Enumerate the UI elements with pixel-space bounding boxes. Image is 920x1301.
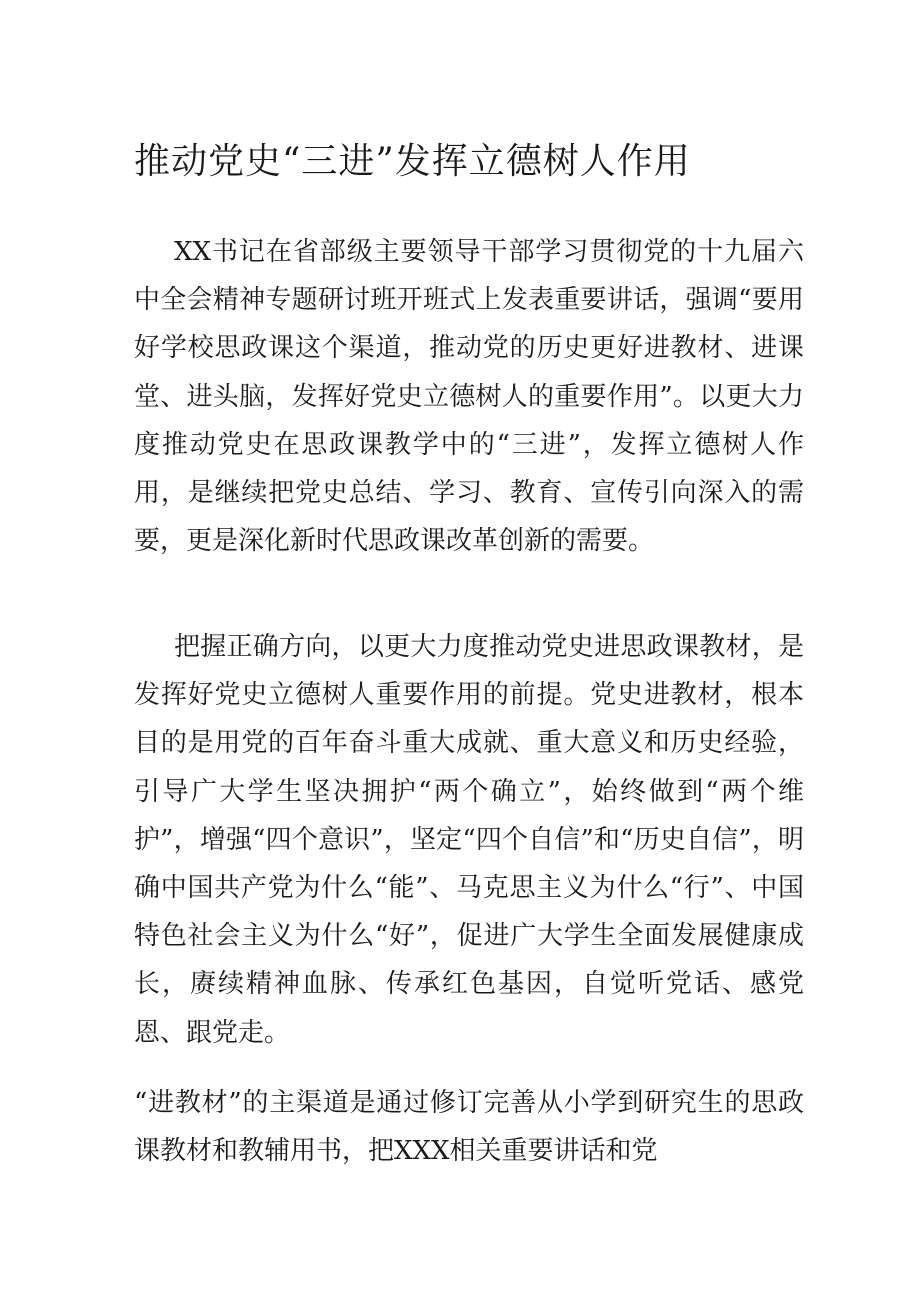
paragraph-2: 把握正确方向，以更大力度推动党史进思政课教材，是发挥好党史立德树人重要作用的前提。党史进教材，根本目的是用党的百年奋斗重大成就、重大意义和历史经验，引导广大学生坚决拥护“两个确立”，始终做到“两个维护”，增强“四个意识”，坚定“四个自信”和“历史自信”，明确中国共产党为什么“能”、马克思主义为什么“行”、中国特色社会主义为什么“好”，促进广大学生全面发展健康成长，赓续精神血脉、传承红色基因，自觉听党话、感党恩、跟党走。 <box>134 632 804 1048</box>
paragraph-1: XX书记在省部级主要领导干部学习贯彻党的十九届六中全会精神专题研讨班开班式上发表重要讲话，强调“要用好学校思政课这个渠道，推动党的历史更好进教材、进课堂、进头脑，发挥好党史立德树人的重要作用”。以更大力度推动党史在思政课教学中的“三进”，发挥立德树人作用，是继续把党史总结、学习、教育、宣传引向深入的需要，更是深化新时代思政课改革创新的需要。 <box>134 237 804 557</box>
paragraph-3: “进教材”的主渠道是通过修订完善从小学到研究生的思政课教材和教辅用书，把XXX相关重要讲话和党 <box>134 1088 804 1167</box>
document-title: 推动党史“三进”发挥立德树人作用 <box>134 141 691 182</box>
